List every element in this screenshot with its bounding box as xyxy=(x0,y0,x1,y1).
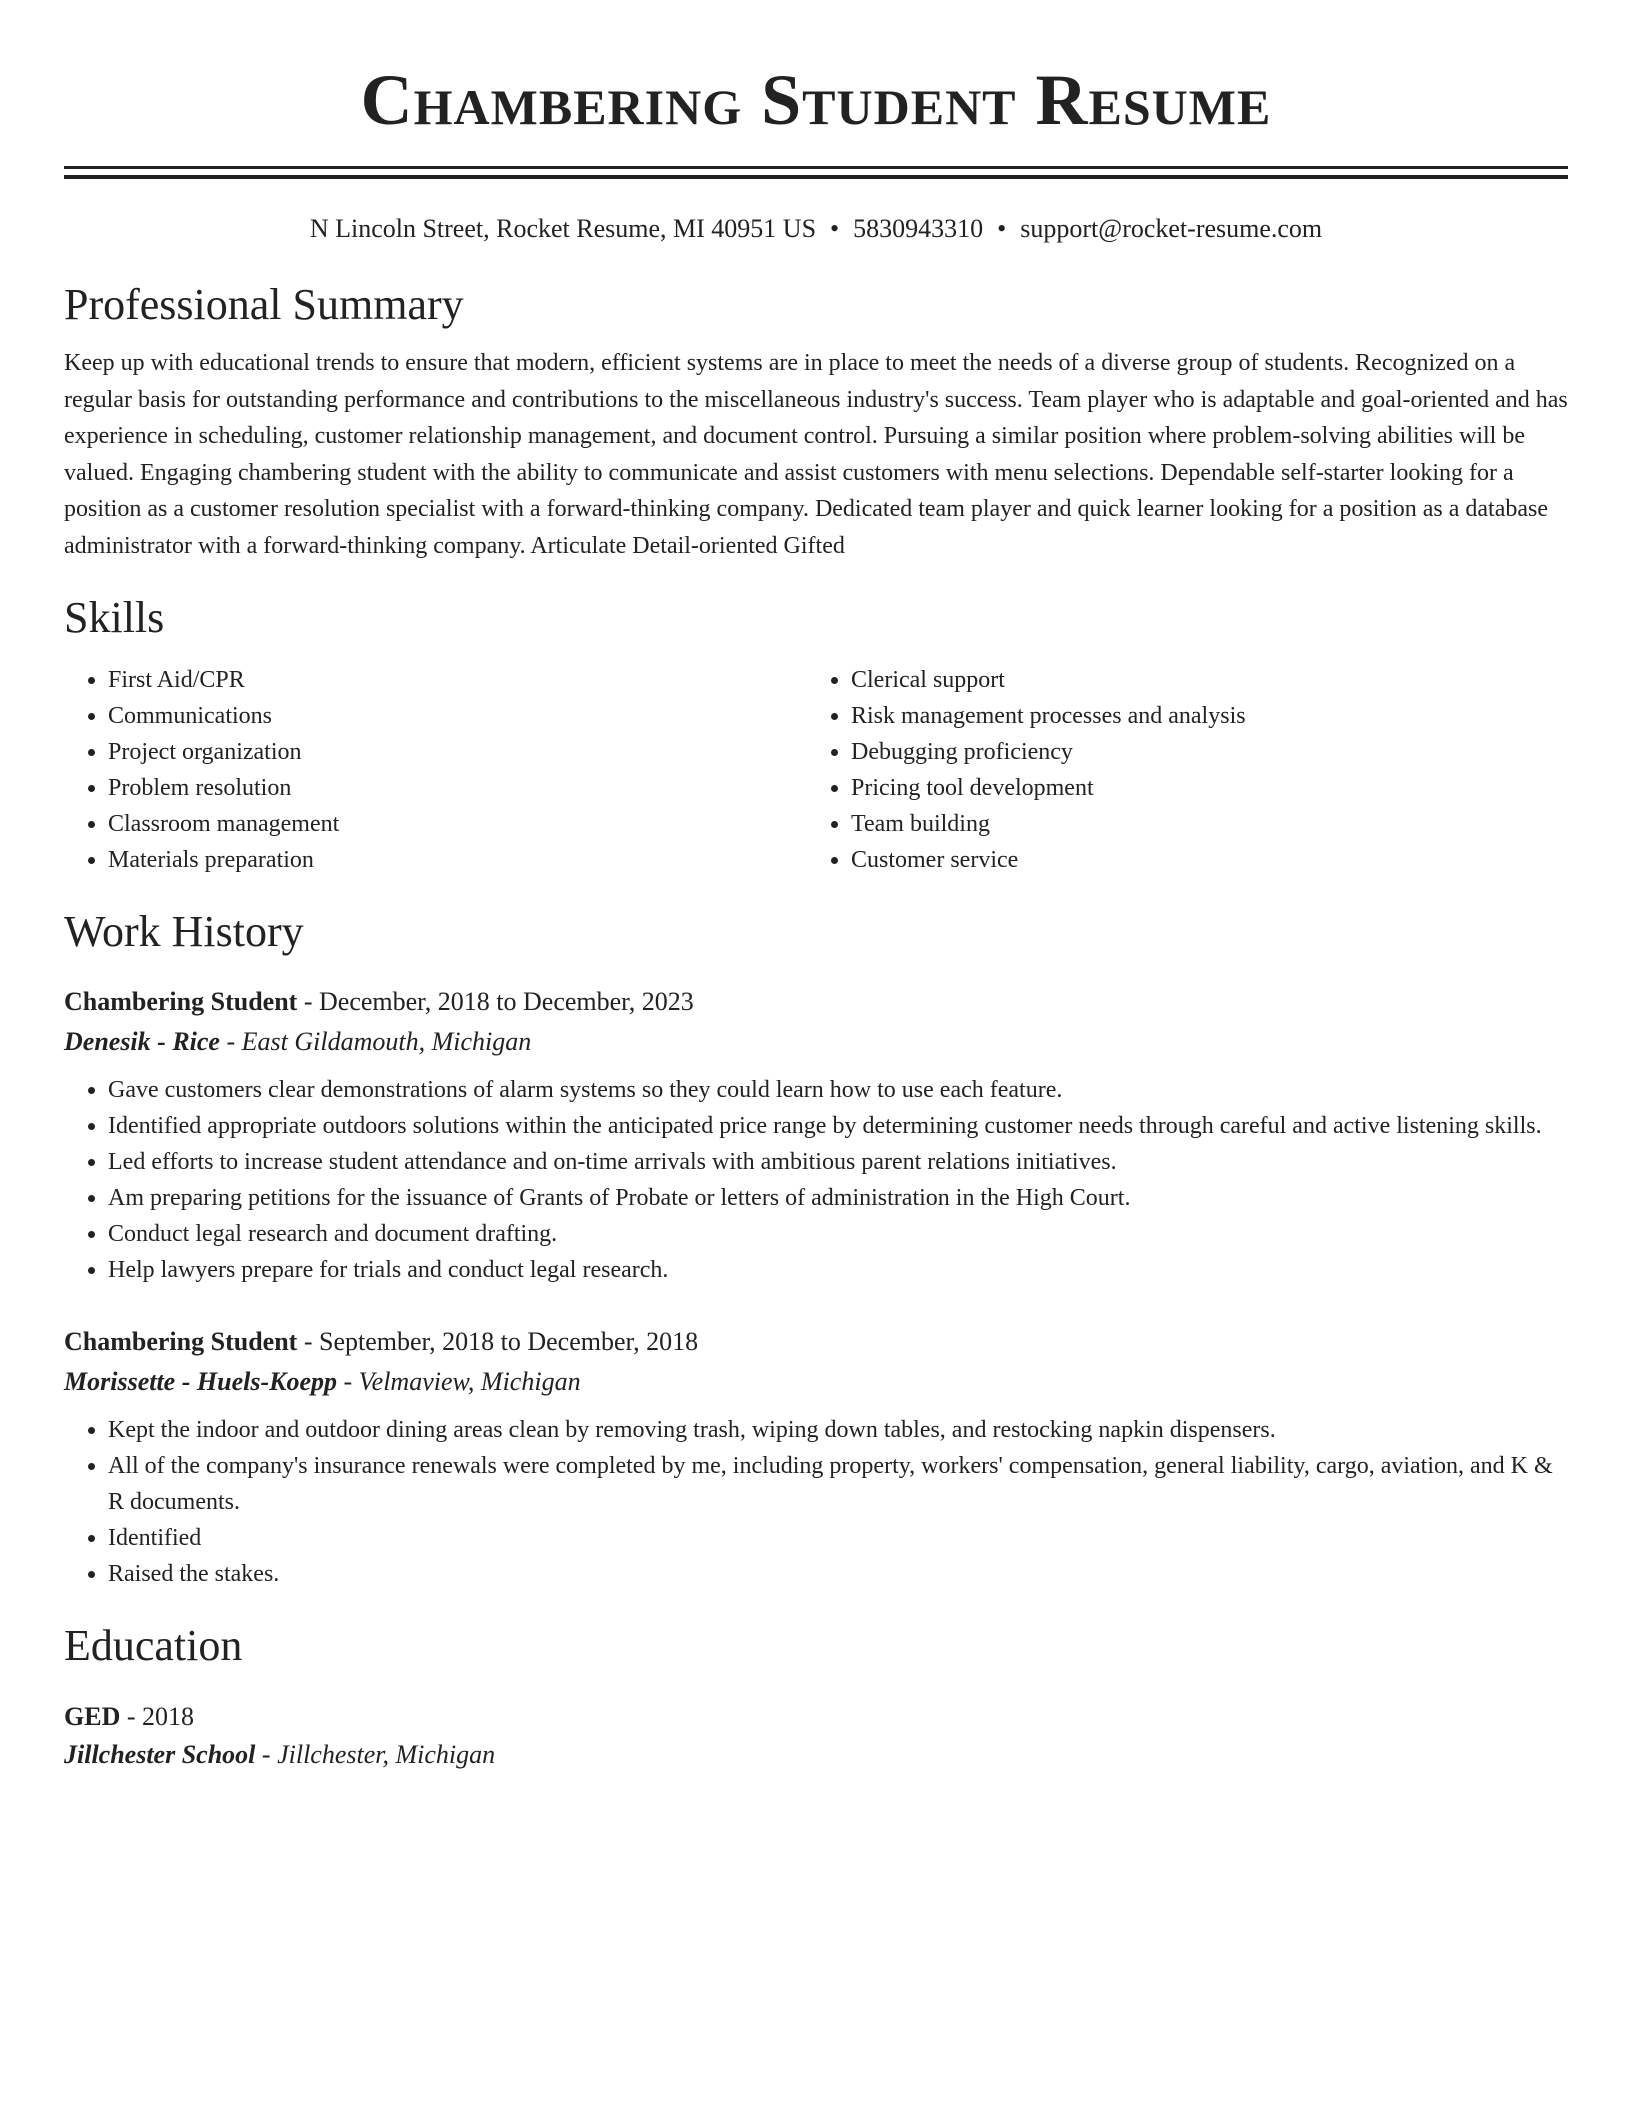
job-role: Chambering Student xyxy=(64,987,298,1016)
job-dash: - xyxy=(297,1327,319,1356)
job-dates: December, 2018 to December, 2023 xyxy=(319,987,694,1016)
skill-item: • Clerical support xyxy=(851,662,1550,698)
title-divider-top xyxy=(64,166,1568,169)
job-duties xyxy=(64,1412,1568,1592)
title-divider-bottom xyxy=(64,175,1568,179)
job-duty: • Identified appropriate outdoors solutions within the anticipated price range by determining customer needs through careful and active listening skills. xyxy=(108,1108,1568,1144)
skills-column-left xyxy=(64,662,807,878)
skills-list xyxy=(64,662,1568,878)
job-role: Chambering Student xyxy=(64,1327,298,1356)
job-duty: • Help lawyers prepare for trials and conduct legal research. xyxy=(108,1252,1568,1288)
skill-item: • Communications xyxy=(108,698,807,734)
summary-text: Keep up with educational trends to ensure that modern, efficient systems are in place to meet the needs of a diverse group of students. Recognized on a regular basis for outstanding performance and contributions to the miscellaneous industry's success. Team player who is adaptable and goal-oriented and has experience in scheduling, customer relationship management, and document control. Pursuing a similar position where problem-solving abilities will be valued. Engaging chambering student with the ability to communicate and assist customers with menu selections. Dependable self-starter looking for a position as a customer resolution specialist with a forward-thinking company. Dedicated team player and quick learner looking for a position as a database administrator with a forward-thinking company. Articulate Detail-oriented Gifted xyxy=(64,350,1568,559)
job-header xyxy=(64,1322,1568,1362)
job-dash: - xyxy=(297,987,319,1016)
contact-separator: • xyxy=(830,214,840,243)
work-history-heading: Work History xyxy=(64,907,304,956)
summary-heading: Professional Summary xyxy=(64,280,464,329)
job-dates: September, 2018 to December, 2018 xyxy=(319,1327,699,1356)
contact-address: N Lincoln Street, Rocket Resume, MI 40951 US xyxy=(309,214,817,243)
job-employer xyxy=(64,1022,1568,1062)
skills-column-right xyxy=(807,662,1550,878)
job-dash: - xyxy=(337,1367,359,1396)
contact-email: support@rocket-resume.com xyxy=(1020,214,1323,243)
job-duty: • All of the company's insurance renewals were completed by me, including property, workers' compensation, general liability, cargo, aviation, and K & R documents. xyxy=(108,1448,1568,1520)
education-dash: - xyxy=(255,1740,278,1769)
job-duty: • Led efforts to increase student attendance and on-time arrivals with ambitious parent relations initiatives. xyxy=(108,1144,1568,1180)
job-employer xyxy=(64,1362,1568,1402)
job-entry xyxy=(64,1322,1568,1592)
job-duty: • Gave customers clear demonstrations of alarm systems so they could learn how to use each feature. xyxy=(108,1072,1568,1108)
skill-item: • Classroom management xyxy=(108,806,807,842)
resume-page xyxy=(64,0,1568,1774)
job-company: Morissette - Huels-Koepp xyxy=(64,1367,337,1396)
education-location: Jillchester, Michigan xyxy=(277,1740,496,1769)
contact-phone: 5830943310 xyxy=(853,214,984,243)
job-duty: • Identified xyxy=(108,1520,1568,1556)
job-duty: • Conduct legal research and document drafting. xyxy=(108,1216,1568,1252)
contact-separator: • xyxy=(997,214,1007,243)
job-duty: • Am preparing petitions for the issuance of Grants of Probate or letters of administration in the High Court. xyxy=(108,1180,1568,1216)
job-duty: • Kept the indoor and outdoor dining areas clean by removing trash, wiping down tables, and restocking napkin dispensers. xyxy=(108,1412,1568,1448)
job-duties xyxy=(64,1072,1568,1288)
skill-item: • Materials preparation xyxy=(108,842,807,878)
education-degree-line xyxy=(64,1698,1568,1736)
contact-line xyxy=(64,213,1568,245)
education-heading: Education xyxy=(64,1621,243,1670)
skill-item: • Team building xyxy=(851,806,1550,842)
skill-item: • Pricing tool development xyxy=(851,770,1550,806)
job-duty: • Raised the stakes. xyxy=(108,1556,1568,1592)
education-dash: - xyxy=(120,1702,143,1731)
education-school: Jillchester School xyxy=(64,1740,256,1769)
education-year: 2018 xyxy=(142,1702,195,1731)
education-degree: GED xyxy=(64,1702,121,1731)
job-location: East Gildamouth, Michigan xyxy=(241,1027,532,1056)
job-company: Denesik - Rice xyxy=(64,1027,220,1056)
skill-item: • Project organization xyxy=(108,734,807,770)
job-dash: - xyxy=(219,1027,242,1056)
education-school-line xyxy=(64,1736,1568,1774)
resume-title: Chambering Student Resume xyxy=(360,60,1272,140)
skills-heading: Skills xyxy=(64,593,165,642)
job-location: Velmaview, Michigan xyxy=(358,1367,581,1396)
skill-item: • Customer service xyxy=(851,842,1550,878)
skill-item: • Problem resolution xyxy=(108,770,807,806)
skill-item: • Risk management processes and analysis xyxy=(851,698,1550,734)
job-header xyxy=(64,982,1568,1022)
job-entry xyxy=(64,982,1568,1288)
skill-item: • First Aid/CPR xyxy=(108,662,807,698)
skill-item: • Debugging proficiency xyxy=(851,734,1550,770)
